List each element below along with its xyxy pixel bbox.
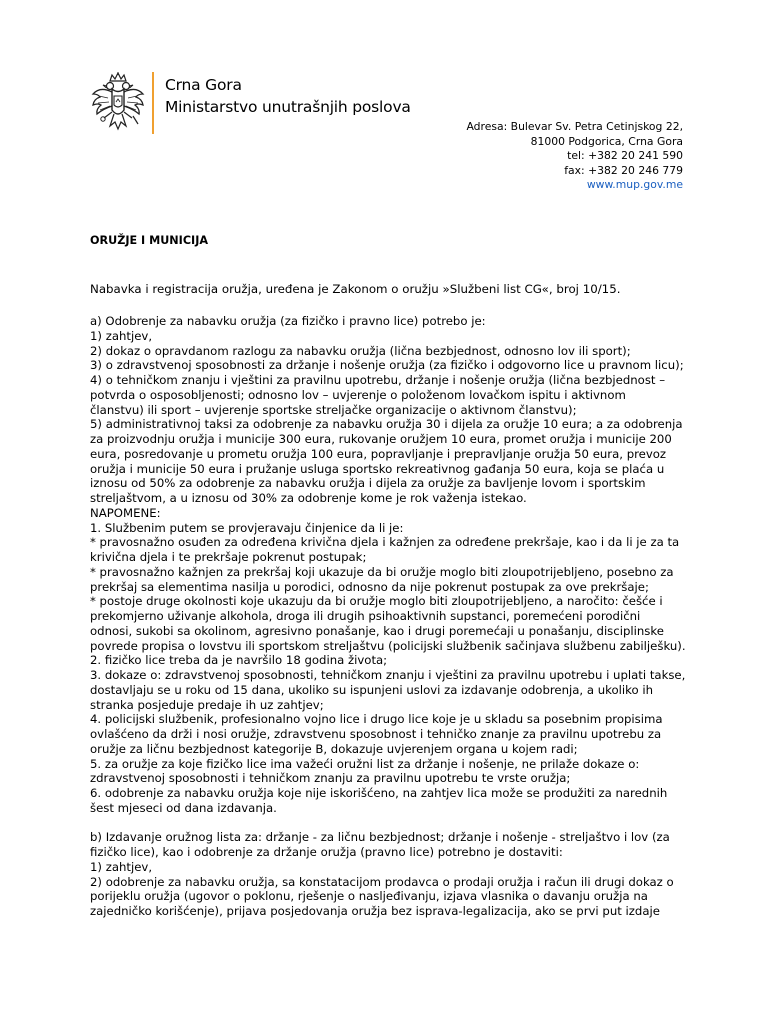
body-line: fizičko lice), kao i odobrenje za držanje oružja (pravno lice) potrebno je dostaviti: bbox=[90, 845, 563, 859]
header-divider bbox=[152, 72, 154, 134]
address-block bbox=[466, 120, 683, 193]
body-line: porijeklu oružja (ugovor o poklonu, rješenje o nasljeđivanju, izjava vlasnika o davanju oružja na bbox=[90, 889, 648, 904]
blank-line bbox=[90, 816, 690, 831]
body-line: * pravosnažno osuđen za određena krivična djela i kažnjen za određene prekršaje, kao i da li je za ta bbox=[90, 535, 680, 550]
body-line: zajedničko korišćenje), prijava posjedovanja oružja bez isprava-legalizacija, ako se prvi put izdaje bbox=[90, 904, 660, 918]
body-line: oružje za ličnu bezbjednost kategorije B, dokazuje uvjerenjem organa u kojem radi; bbox=[90, 741, 578, 756]
body-line: * pravosnažno kažnjen za prekršaj koji ukazuje da bi oružje moglo biti zloupotrijebljeno, posebno za bbox=[90, 564, 674, 579]
body-line: odnosi, sukobi sa okolinom, agresivno ponašanje, kao i drugi poremećaji u ponašanju, disciplinske bbox=[90, 623, 664, 638]
body-line: 2) dokaz o opravdanom razlogu za nabavku oružja (lična bezbjednost, odnosno lov ili sport); bbox=[90, 343, 631, 358]
body-line: prekomjerno uživanje alkohola, droga ili drugih psihoaktivnih supstanci, poremećeni porodični bbox=[90, 609, 641, 623]
body-line: 1) zahtjev, bbox=[90, 859, 153, 874]
body-line: potvrda o osposobljenosti; odnosno lov – uvjerenje o položenom lovačkom ispitu i aktivnom bbox=[90, 387, 626, 402]
document-title: ORUŽJE I MUNICIJA bbox=[90, 234, 209, 247]
coat-of-arms-icon bbox=[90, 72, 146, 134]
body-line: * postoje druge okolnosti koje ukazuju da bi oružje moglo biti zloupotrijebljeno, a naročito: češće i bbox=[90, 594, 663, 609]
body-line: dostavljaju se u roku od 15 dana, ukoliko su ispunjeni uslovi za izdavanje odobrenja, a ukoliko ih bbox=[90, 682, 654, 697]
body-line: iznosu od 50% za odobrenje za nabavku oružja i dijela za oružje za bavljenje lovom i sportskim bbox=[90, 476, 646, 491]
body-line: 4) o tehničkom znanju i vještini za pravilnu upotrebu, držanje i nošenje oružja (lična bezbjednost – bbox=[90, 373, 666, 387]
ministry-name: Ministarstvo unutrašnjih poslova bbox=[165, 98, 411, 116]
body-line: oružja i municije 50 eura i pružanje usluga sportsko rekreativnog gađanja 50 eura, koja se plaća u bbox=[90, 461, 665, 476]
body-line: b) Izdavanje oružnog lista za: držanje - za ličnu bezbjednost; držanje i nošenje - streljaštvo i lov (za bbox=[90, 830, 670, 845]
body-line: 5) administrativnoj taksi za odobrenje za nabavku oružja 30 i dijela za oružje 10 eura; a za odobrenja bbox=[90, 417, 683, 432]
body-line: 6. odobrenje za nabavku oružja koje nije iskorišćeno, na zahtjev lica može se produžiti za narednih bbox=[90, 786, 668, 800]
organization-header bbox=[165, 74, 411, 118]
telephone: tel: +382 20 241 590 bbox=[567, 149, 683, 163]
body-line: za proizvodnju oružja i municije 300 eura, rukovanje oružjem 10 eura, promet oružja i municije 200 bbox=[90, 432, 672, 446]
body-line: 1. Službenim putem se provjeravaju činjenice da li je: bbox=[90, 520, 404, 535]
body-line: 1) zahtjev, bbox=[90, 328, 153, 343]
document-body bbox=[90, 314, 690, 919]
body-line: a) Odobrenje za nabavku oružja (za fizičko i pravno lice) potrebo je: bbox=[90, 314, 486, 328]
address-line-2: 81000 Podgorica, Crna Gora bbox=[530, 134, 683, 148]
body-line: ovlašćeno da drži i nosi oružje, zdravstvenu sposobnost i tehničko znanje za pravilnu upotrebu za bbox=[90, 727, 662, 741]
fax: fax: +382 20 246 779 bbox=[564, 163, 683, 177]
body-line: povrede propisa o lovstvu ili sportskom streljaštvu (policijski službenik sačinjava službenu zabilješku). bbox=[90, 638, 686, 653]
body-line: 4. policijski službenik, profesionalno vojno lice i drugo lice koje je u skladu sa posebnim propisima bbox=[90, 712, 663, 727]
body-line: stranka posjeduje predaje ih uz zahtjev; bbox=[90, 697, 324, 712]
address-line-1: Adresa: Bulevar Sv. Petra Cetinjskog 22, bbox=[466, 120, 683, 133]
country-name: Crna Gora bbox=[165, 76, 242, 94]
body-line: 2. fizičko lice treba da je navršilo 18 godina života; bbox=[90, 653, 388, 668]
body-line: krivična djela i te prekršaje pokrenut postupak; bbox=[90, 550, 367, 564]
body-line: 5. za oružje za koje fizičko lice ima važeći oružni list za držanje i nošenje, ne prilaže dokaze o: bbox=[90, 756, 640, 771]
body-line: streljaštvom, a u iznosu od 30% za odobrenje kome je rok važenja istekao. bbox=[90, 491, 527, 505]
body-line: eura, posredovanje u prometu oružja 100 eura, popravljanje i prepravljanje oružja 50 eura, prevoz bbox=[90, 446, 667, 461]
body-line: 3) o zdravstvenoj sposobnosti za držanje i nošenje oružja (za fizičko i odgovorno lice u pravnom licu); bbox=[90, 358, 684, 373]
body-line: zdravstvenoj sposobnosti i tehničkom znanju za pravilnu upotrebu te vrste oružja; bbox=[90, 771, 571, 786]
body-line: NAPOMENE: bbox=[90, 505, 161, 520]
body-line: 2) odobrenje za nabavku oružja, sa konstatacijom prodavca o prodaji oružja i račun ili drugi dokaz o bbox=[90, 874, 674, 889]
body-line: šest mjeseci od dana izdavanja. bbox=[90, 800, 277, 815]
body-line: prekršaj sa elementima nasilja u porodici, odnosno da nije pokrenut postupak za ove prekršaje; bbox=[90, 579, 649, 594]
body-line: 3. dokaze o: zdravstvenoj sposobnosti, tehničkom znanju i vještini za pravilnu upotrebu i uplati takse, bbox=[90, 668, 686, 682]
website-link[interactable]: www.mup.gov.me bbox=[586, 178, 683, 192]
intro-paragraph: Nabavka i registracija oružja, uređena je Zakonom o oružju »Službeni list CG«, broj 10/15. bbox=[90, 282, 621, 296]
body-line: članstvu) ili sport – uvjerenje sportske streljačke organizacije o aktivnom članstvu); bbox=[90, 402, 577, 417]
